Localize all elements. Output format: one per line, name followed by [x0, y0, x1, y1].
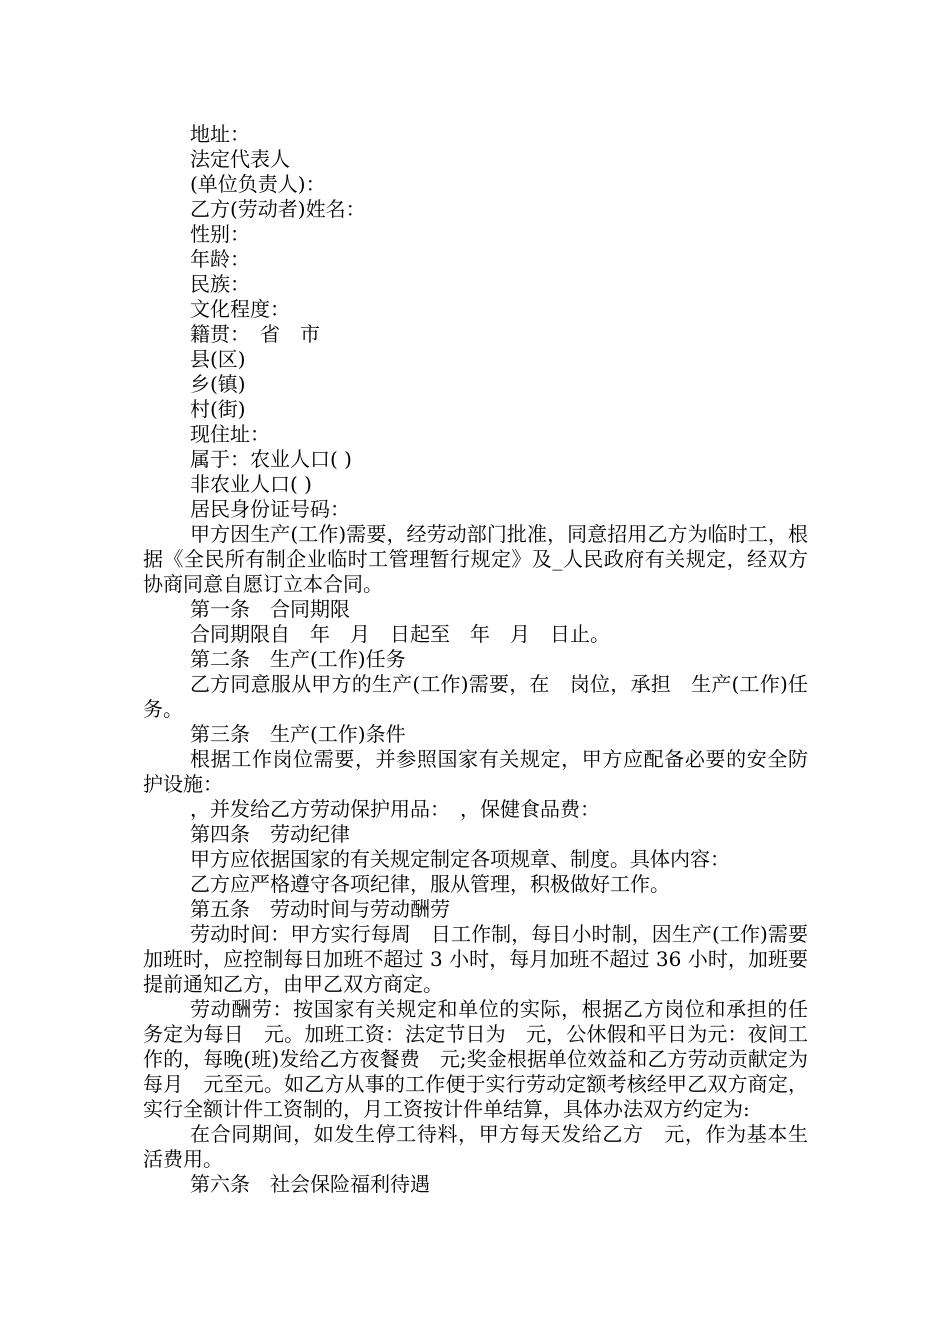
field-agri-household: 属于：农业人口( ): [190, 447, 352, 471]
article-4-heading: 第四条 劳动纪律: [190, 822, 350, 846]
article-3-text: 根据工作岗位需要，并参照国家有关规定，甲方应配备必要的安全防护设施：: [143, 747, 808, 796]
article-5-text: 劳动时间：甲方实行每周 日工作制，每日小时制，因生产(工作)需要加班时，应控制每日加班不超过 3 小时，每月加班不超过 36 小时，加班要提前通知乙方，由甲乙双方商定。: [143, 922, 808, 996]
field-current-address: 现住址：: [190, 422, 270, 446]
article-3-text-2: ，并发给乙方劳动保护用品： ，保健食品费：: [190, 797, 600, 821]
article-1-text: 合同期限自 年 月 日起至 年 月 日止。: [190, 622, 610, 646]
intro-paragraph: 甲方因生产(工作)需要，经劳动部门批准，同意招用乙方为临时工，根据《全民所有制企业临时工管理暂行规定》及_人民政府有关规定，经双方协商同意自愿订立本合同。: [143, 522, 808, 596]
field-village: 村(街): [190, 397, 246, 421]
article-5-text-2: 劳动酬劳：按国家有关规定和单位的实际，根据乙方岗位和承担的任务定为每日 元。加班工资：法定节日为 元，公休假和平日为元：夜间工作的，每晚(班)发给乙方夜餐费 元;奖金根据单位效益和乙方劳动贡献定为每月 元至元。如乙方从事的工作便于实行劳动定额考核经甲乙双方商定，实行全额计件工资制的，月工资按计件单结算，具体办法双方约定为:: [143, 997, 808, 1121]
article-2-text: 乙方同意服从甲方的生产(工作)需要，在 岗位，承担 生产(工作)任务。: [143, 672, 808, 721]
article-6-heading: 第六条 社会保险福利待遇: [190, 1172, 430, 1196]
field-age: 年龄：: [190, 247, 250, 271]
field-gender: 性别：: [190, 222, 250, 246]
article-4-text-2: 乙方应严格遵守各项纪律，服从管理，积极做好工作。: [190, 872, 670, 896]
field-township: 乡(镇): [190, 372, 246, 396]
article-5-heading: 第五条 劳动时间与劳动酬劳: [190, 897, 450, 921]
article-1-heading: 第一条 合同期限: [190, 597, 350, 621]
field-ethnicity: 民族：: [190, 272, 250, 296]
field-legal-rep: 法定代表人: [190, 147, 290, 171]
field-id-number: 居民身份证号码：: [190, 497, 350, 521]
field-worker-name: 乙方(劳动者)姓名：: [190, 197, 366, 221]
article-4-text: 甲方应依据国家的有关规定制定各项规章、制度。具体内容：: [190, 847, 730, 871]
field-county: 县(区): [190, 347, 246, 371]
field-address: 地址：: [190, 122, 250, 146]
field-native-place: 籍贯： 省 市: [190, 322, 320, 346]
field-education: 文化程度：: [190, 297, 290, 321]
contract-body: [143, 122, 808, 1197]
field-unit-head: (单位负责人)：: [190, 172, 326, 196]
article-3-heading: 第三条 生产(工作)条件: [190, 722, 406, 746]
field-nonagri-household: 非农业人口( ): [190, 472, 312, 496]
article-5-text-3: 在合同期间，如发生停工待料，甲方每天发给乙方 元，作为基本生活费用。: [143, 1122, 808, 1171]
article-2-heading: 第二条 生产(工作)任务: [190, 647, 406, 671]
